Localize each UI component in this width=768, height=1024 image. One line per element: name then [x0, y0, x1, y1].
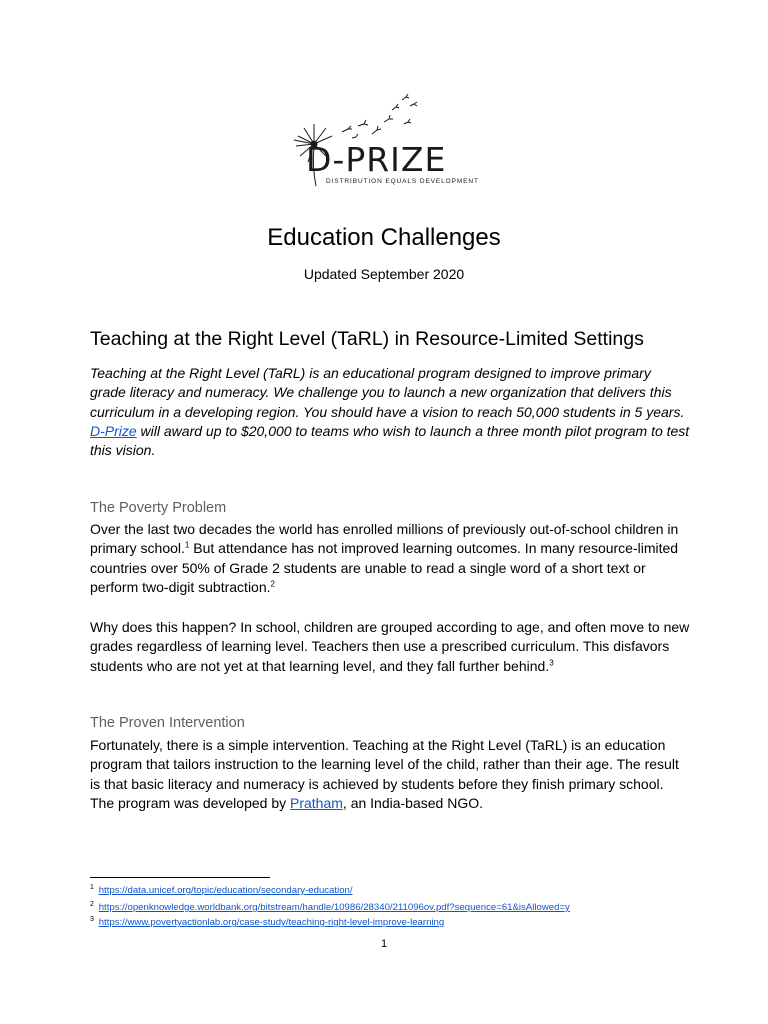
poverty-paragraph-1: [90, 520, 690, 597]
footnote-2-number: 2: [90, 900, 94, 908]
intro-text-2: will award up to $20,000 to teams who wish to launch a three month pilot program to test this vision.: [90, 422, 690, 459]
footnote-divider: [90, 877, 270, 878]
footnote-1-link[interactable]: https://data.unicef.org/topic/education/secondary-education/: [98, 885, 353, 896]
intervention-paragraph: [90, 736, 690, 813]
page-number: 1: [380, 938, 388, 950]
footnote-1: [90, 885, 353, 896]
logo-wordmark: D-PRIZE: [306, 140, 447, 179]
document-title: Education Challenges: [267, 224, 501, 251]
pratham-link[interactable]: Pratham: [290, 794, 343, 811]
footnote-1-number: 1: [90, 883, 94, 891]
poverty-p1-text-a: Over the last two decades the world has enrolled millions of previously out-of-school children in primary school.: [90, 521, 679, 557]
footnote-2: [90, 902, 570, 913]
poverty-p1-text-b: But attendance has not improved learning outcomes. In many resource-limited countries over 50% of Grade 2 students are unable to read a single word of a short text or perform two-digit subtraction.: [90, 540, 679, 595]
footnote-ref-2[interactable]: 2: [270, 579, 275, 589]
footnote-ref-1[interactable]: 1: [184, 540, 190, 550]
logo-tagline: DISTRIBUTION EQUALS DEVELOPMENT: [326, 178, 479, 185]
section-poverty-problem-title: The Poverty Problem: [90, 500, 227, 516]
footnote-ref-3[interactable]: 3: [549, 657, 554, 667]
intro-paragraph: [90, 364, 690, 460]
footnote-3-number: 3: [90, 915, 94, 923]
intervention-text-b: , an India-based NGO.: [342, 794, 483, 811]
challenge-heading: Teaching at the Right Level (TaRL) in Resource-Limited Settings: [90, 328, 644, 350]
intro-text-1: Teaching at the Right Level (TaRL) is an educational program designed to improve primary grade literacy and numeracy. We challenge you to launch a new organization that delivers this curriculum in a developing region. You should have a vision to reach 50,000 students in 5 years.: [90, 365, 685, 420]
footnote-3-link[interactable]: https://www.povertyactionlab.org/case-study/teaching-right-level-improve-learning: [98, 917, 445, 928]
poverty-p2-text: Why does this happen? In school, children are grouped according to age, and often move to new grades regardless of learning level. Teachers then use a prescribed curriculum. This disfavors students who are not yet at that learning level, and they fall further behind.: [90, 619, 690, 674]
intervention-text-a: Fortunately, there is a simple intervention. Teaching at the Right Level (TaRL) is an education program that tailors instruction to the learning level of the child, rather than their age. The result is that basic literacy and numeracy is achieved by students before they finish primary school. The program was developed by: [90, 737, 679, 811]
poverty-paragraph-2: [90, 618, 690, 676]
footnote-3: [90, 917, 444, 928]
footnote-2-link[interactable]: https://openknowledge.worldbank.org/bitstream/handle/10986/28340/211096ov.pdf?sequence=61&isAllowed=y: [98, 902, 570, 913]
section-proven-intervention-title: The Proven Intervention: [90, 715, 245, 731]
d-prize-link[interactable]: D-Prize: [90, 422, 137, 439]
updated-date: Updated September 2020: [303, 266, 465, 282]
